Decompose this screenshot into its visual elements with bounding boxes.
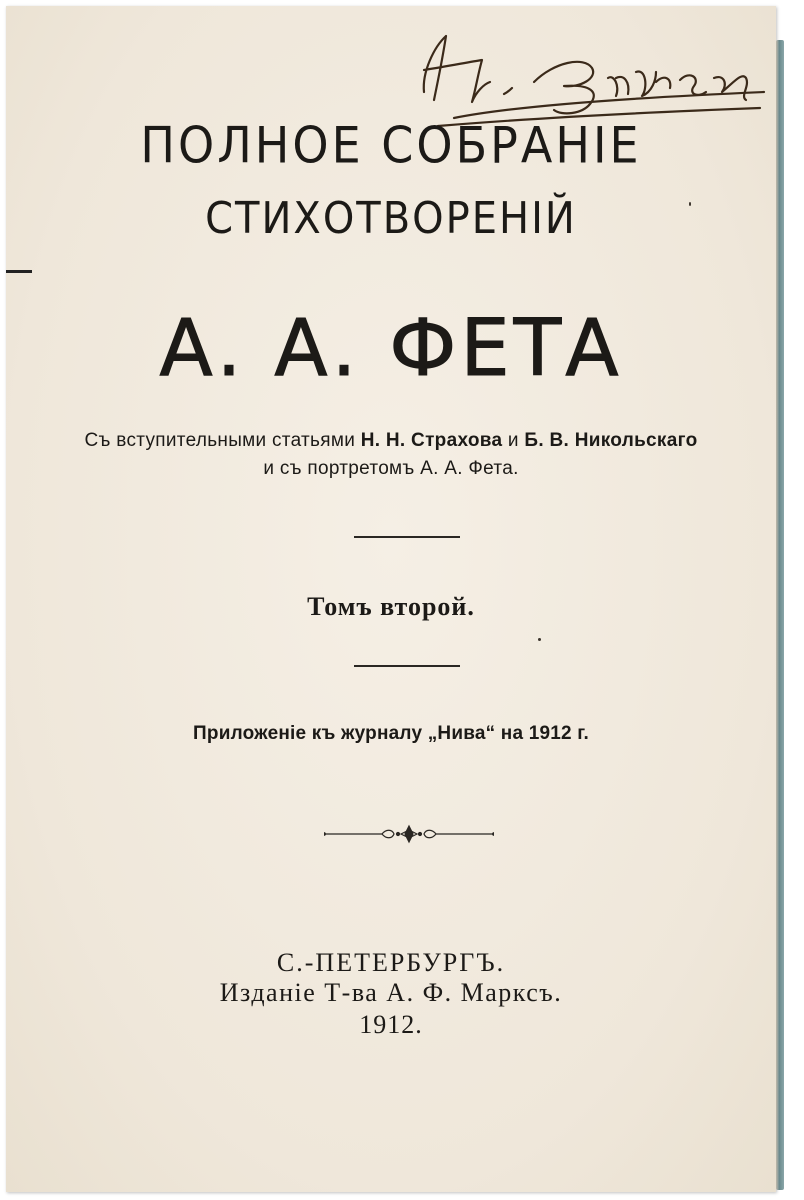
divider-rule-bottom — [354, 665, 460, 667]
intro-conjunction: и — [502, 430, 525, 451]
intro-line-2: и съ портретомъ А. А. Фета. — [263, 458, 519, 479]
paper-speck — [689, 202, 691, 206]
ornament-divider-icon — [324, 824, 494, 844]
title-line-1: ПОЛНОЕ СОБРАНІЕ — [140, 115, 642, 175]
intro-line-1 — [6, 430, 776, 452]
book-cover-edge — [776, 40, 784, 1190]
intro-prefix: Съ вступительными статьями — [84, 430, 361, 451]
imprint-city: С.-ПЕТЕРБУРГЪ. — [276, 948, 506, 977]
title-page — [6, 6, 776, 1192]
margin-mark — [6, 270, 32, 273]
divider-rule-top — [354, 536, 460, 538]
paper-speck — [538, 638, 541, 641]
intro-editor-2: Б. В. Никольскаго — [524, 430, 698, 451]
intro-editor-1: Н. Н. Страхова — [360, 430, 503, 451]
imprint-year: 1912. — [359, 1010, 423, 1039]
title-line-2: СТИХОТВОРЕНІЙ — [205, 194, 577, 244]
imprint-publisher: Изданіе Т-ва А. Ф. Марксъ. — [219, 978, 563, 1007]
volume-label: Томъ второй. — [307, 592, 475, 621]
supplement-note: Приложеніе къ журналу „Нива“ на 1912 г. — [193, 723, 589, 744]
author-name: А. А. ФЕТА — [159, 304, 623, 394]
